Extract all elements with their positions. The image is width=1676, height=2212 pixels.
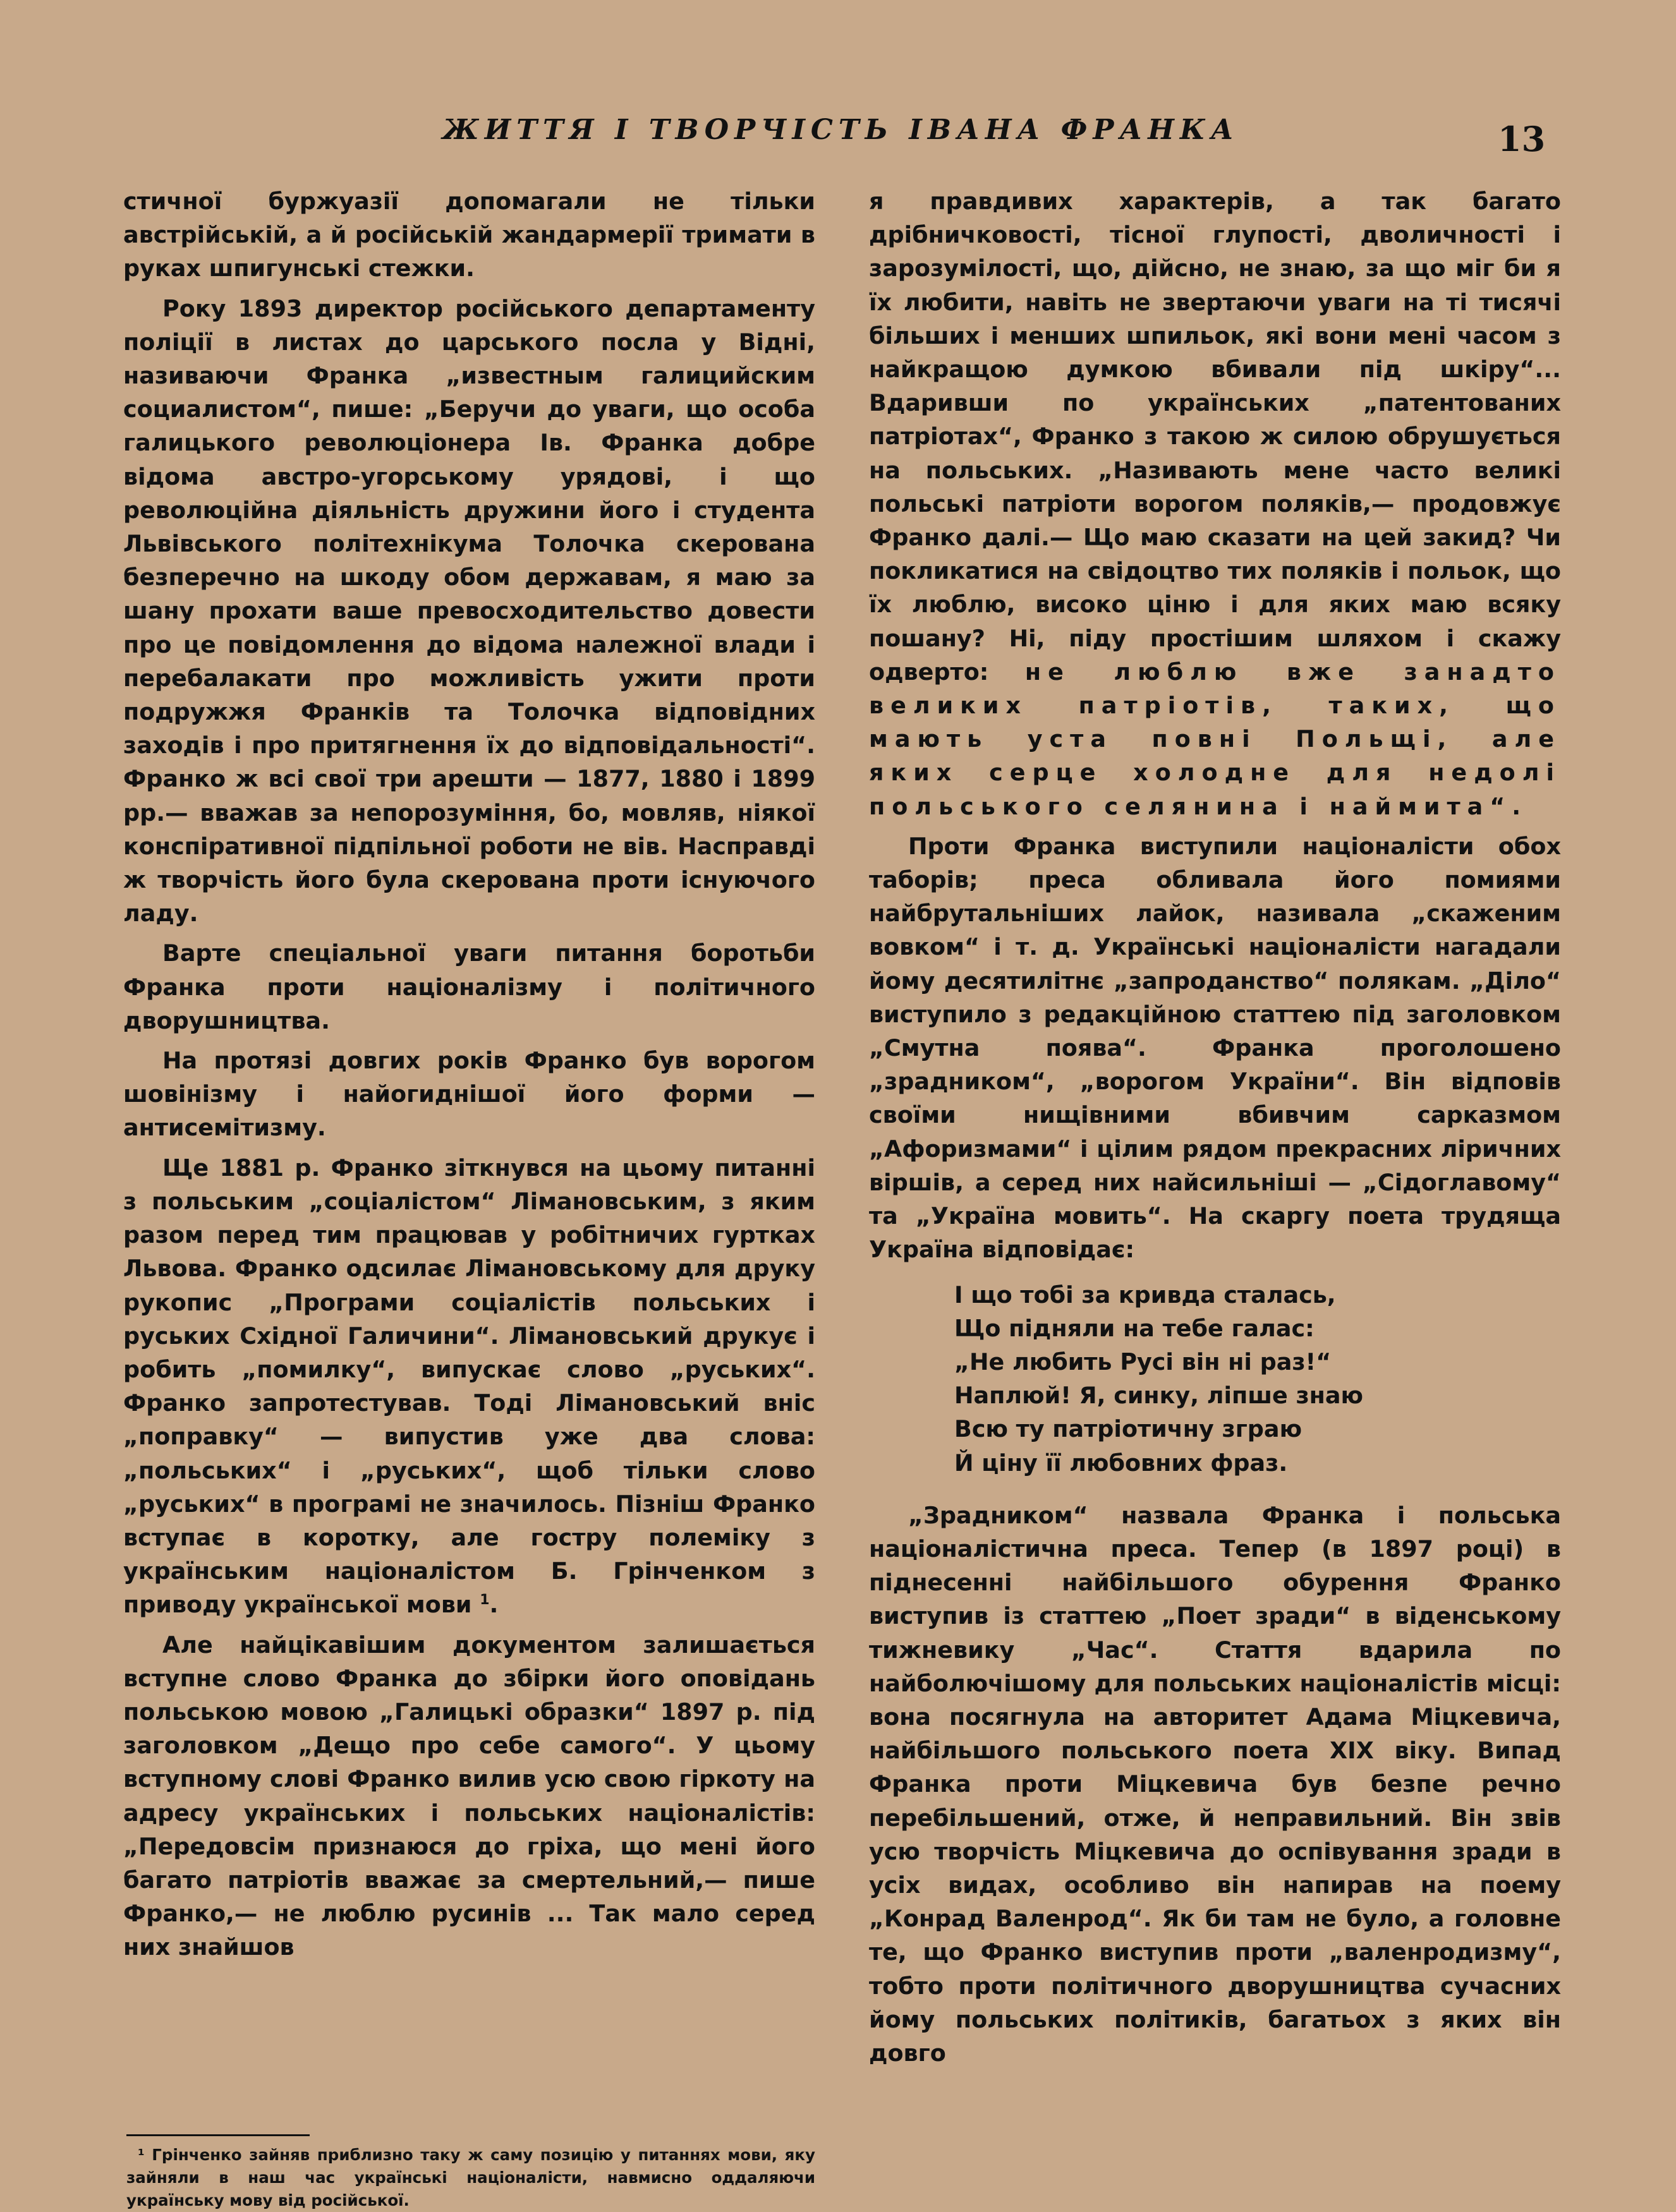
poem-line: Наплюй! Я, синку, ліпше знаю <box>954 1382 1364 1410</box>
poem-line: Що підняли на тебе галас: <box>954 1314 1315 1342</box>
poem-line: І що тобі за кривда сталась, <box>954 1281 1336 1308</box>
paragraph: стичної буржуазії допомагали не тільки австрійській, а й російській жандармерії тримати в руках шпигунські стежки. <box>123 188 815 282</box>
paragraph: Але найцікавішим документом залишається вступне слово Франка до збірки його оповідань польською мовою „Галицькі образки“ 1897 р. під заголовком „Дещо про себе самого“. У цьому вступному слові Франко вилив усю свою гіркоту на адресу українських і польських націоналістів: „Передовсім признаюся до гріха, що мені його багато патріотів вважає за смертельний,— пише Франко,— не люблю русинів ... Так мало серед них знайшов <box>123 1631 815 1961</box>
page-number: 13 <box>1498 119 1546 159</box>
footnote-rule <box>126 2134 310 2136</box>
left-column <box>123 184 815 1971</box>
poem-line: „Не любить Русі він ні раз!“ <box>954 1348 1332 1375</box>
poem-line: Всю ту патріотичну зграю <box>954 1415 1303 1443</box>
poem-line: Й ціну її любовних фраз. <box>954 1449 1288 1477</box>
spaced-quote: не люблю вже занадто великих патріотів, таких, що мають уста повні Польщі, але яких серце холодне для недолі польського селянина і наймита“. <box>869 658 1561 820</box>
paragraph: Року 1893 директор російського департаменту поліції в листах до царського посла у Відні, називаючи Франка „известным галицийским социалистом“, пише: „Беручи до уваги, що особа галицького революціонера Ів. Франка добре відома австро-угорському урядові, і що революційна діяльність дружини його і студента Львівського політехнікума Толочка скерована безперечно на шкоду обом державам, я маю за шану прохати ваше превосходительство довести про це повідомлення до відома належної влади і перебалакати про можливість ужити проти подружжя Франків та Толочка відповідних заходів і про притягнення їх до відповідальності“. Франко ж всі свої три арешти — 1877, 1880 і 1899 рр.— вважав за непорозуміння, бо, мовляв, ніякої конспіративної підпільної роботи не вів. Насправді ж творчість його була скерована проти існуючого ладу. <box>123 294 815 928</box>
right-column <box>869 184 1561 2076</box>
running-title: ЖИТТЯ І ТВОРЧІСТЬ ІВАНА ФРАНКА <box>442 114 1239 146</box>
paragraph: Ще 1881 р. Франко зіткнувся на цьому питанні з польським „соціалістом“ Лімановським, з яким разом перед тим працював у робітничих гуртках Львова. Франко одсилає Лімановському для друку рукопис „Програми соціалістів польських і руських Східної Галичини“. Лімановський друкує і робить „помилку“, випускає слово „руських“. Франко запротестував. Тоді Лімановський вніс „поправку“ — випустив уже два слова: „польських“ і „руських“, щоб тільки слово „руських“ в програмі не значилось. Пізніш Франко вступає в коротку, але гостру полеміку з українським націоналістом Б. Грінченком з приводу української мови $^1$. <box>123 1154 815 1619</box>
paragraph-text: Ще 1881 р. Франко зіткнувся на цьому питанні з польським „соціалістом“ Лімановським, з яким разом перед тим працював у робітничих гуртках Львова. Франко одсилає Лімановському для друку рукопис „Програми соціалістів польських і руських Східної Галичини“. Лімановський друкує і робить „помилку“, випускає слово „руських“. Франко запротестував. Тоді Лімановський вніс „поправку“ — випустив уже два слова: „польських“ і „руських“, щоб тільки слово „руських“ в програмі не значилось. Пізніш Франко вступає в коротку, але гостру полеміку з українським націоналістом Б. Грінченком з приводу української мови <box>123 1154 815 1619</box>
paragraph: На протязі довгих років Франко був ворогом шовінізму і найогиднішої його форми — антисемітизму. <box>123 1047 815 1142</box>
paragraph-text: я правдивих характерів, а так багато дрібничковості, тісної глупості, дволичності і зарозумілості, що, дійсно, не знаю, за що міг би я їх любити, навіть не звертаючи уваги на ті тисячі більших і менших шпильок, які вони мені часом з найкращою думкою вбивали під шкіру“... Вдаривши по українських „патентованих патріотах“, Франко з такою ж силою обрушується на польських. „Називають мене часто великі польські патріоти ворогом поляків,— продовжує Франко далі.— Що маю сказати на цей закид? Чи покликатися на свідоцтво тих поляків і польок, що їх люблю, високо ціню і для яких маю всяку пошану? Ні, піду простішим шляхом і скажу одверто: <box>869 188 1561 686</box>
paragraph: „Зрадником“ назвала Франка і польська націоналістична преса. Тепер (в 1897 році) в піднесенні найбільшого обурення Франко виступив із статтею „Поет зради“ в віденському тижневику „Час“. Стаття вдарила по найболючішому для польських націоналістів місці: вона посягнула на авторитет Адама Міцкевича, найбільшого польського поета XIX віку. Випад Франка проти Міцкевича був безпе речно перебільшений, отже, й неправильний. Він звів усю творчість Міцкевича до оспівування зради в усіх видах, особливо він напирав на поему „Конрад Валенрод“. Як би там не було, а головне те, що Франко виступив проти „валенродизму“, тобто проти політичного дворушництва сучасних йому польських політиків, багатьох з яких він довго <box>869 1501 1561 2067</box>
paragraph <box>869 184 1561 823</box>
footnote: ¹ Грінченко зайняв приблизно таку ж саму позицію у питаннях мови, яку зайняли в наш час українські націоналісти, навмисно оддаляючи українську мову від російської. <box>126 2146 815 2209</box>
paragraph: Варте спеціальної уваги питання боротьби Франка проти націоналізму і політичного дворушництва. <box>123 940 815 1034</box>
paragraph: Проти Франка виступили націоналісти обох таборів; преса обливала його помиями найбрутальніших лайок, називала „скаженим вовком“ і т. д. Українські націоналісти нагадали йому десятилітнє „запроданство“ полякам. „Діло“ виступило з редакційною статтею під заголовком „Смутна поява“. Франка проголошено „зрадником“, „ворогом України“. Він відповів своїми нищівними вбивчим сарказмом „Афоризмами“ і цілим рядом прекрасних ліричних віршів, а серед них найсильніші — „Сідоглавому“ та „Україна мовить“. На скаргу поета трудяща Україна відповідає: <box>869 832 1561 1264</box>
poem <box>954 1278 1561 1480</box>
footnote-marker: 1 <box>480 1592 490 1609</box>
